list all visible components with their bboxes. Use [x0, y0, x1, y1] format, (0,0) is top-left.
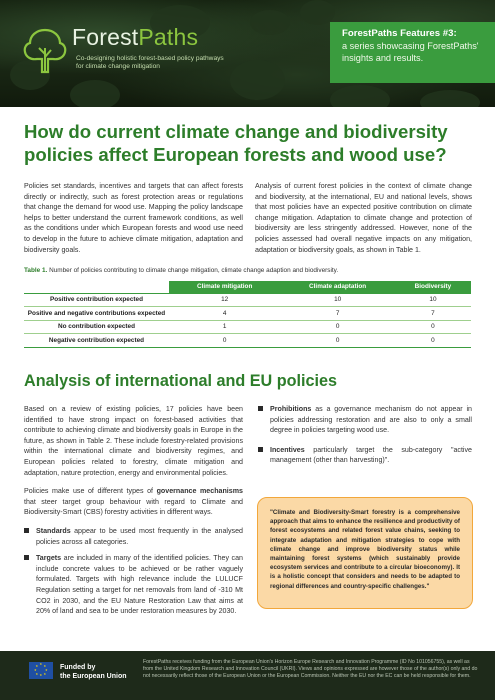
tree-logo-icon: [20, 24, 70, 76]
table-row: [24, 307, 471, 321]
intro-left-paragraph: Policies set standards, incentives and targets that can affect forests directly or indirectly, such as forest protection areas or regulations that change the demand for wood use. Mapping the policy landscape helps to better understand the current framework conditions, as well as the conditions under which European forests and wood use need to develop in the future to achieve climate mitigation, adaptation and biodiversity goals.: [24, 182, 243, 254]
table-cell: 1: [169, 320, 280, 334]
funding-disclaimer: ForestPaths receives funding from the European Union's Horizon Europe Research and Innovation Programme (ID No 101056755), as well as from the United Kingdom Research and Innovation Council (UKRI). Views and opinions expressed are however those of the author(s) only and do not necessarily reflect those of the European Union or the European Commission. Neither the EU nor the EC can be held responsible for them.: [143, 659, 478, 679]
table-row: [24, 293, 471, 307]
table-cell: 0: [280, 334, 395, 348]
section-paragraph-2: Policies make use of different types of governance mechanisms that steer target group behaviour with regard to Climate and Biodiversity-Smart (CBS) forestry activities in different ways.: [24, 487, 243, 517]
feature-subtitle: a series showcasing ForestPaths' insights and results.: [342, 41, 479, 63]
bullet-square-icon: [258, 447, 263, 452]
page-footer: [0, 651, 495, 700]
table-cell: 10: [280, 293, 395, 307]
table-header-mitigation: Climate mitigation: [169, 281, 280, 293]
table-cell: 10: [395, 293, 471, 307]
logo-wordmark: ForestPaths: [72, 24, 199, 50]
bullet-prohibitions: Prohibitions as a governance mechanism do not appear in policies addressing restoration and are also to only a small degree in policies targeting wood use.: [258, 404, 472, 436]
section-title: Analysis of international and EU policies: [24, 372, 338, 390]
policy-contribution-table: [24, 281, 471, 348]
bullet-square-icon: [24, 528, 29, 533]
bullet-square-icon: [258, 406, 263, 411]
table-cell: 0: [395, 320, 471, 334]
table-cell: 7: [280, 307, 395, 321]
table-caption-label: Table 1.: [24, 267, 48, 274]
row-label: Positive and negative contributions expected: [24, 307, 169, 321]
table-header-biodiversity: Biodiversity: [395, 281, 471, 293]
row-label: No contribution expected: [24, 320, 169, 334]
feature-series-box: [330, 22, 495, 83]
eu-flag-icon: ★ ★ ★ ★ ★ ★ ★ ★: [29, 662, 53, 679]
table-caption: [24, 267, 338, 274]
table-header-empty: [24, 281, 169, 293]
funded-by-eu-label: Funded by the European Union: [60, 664, 127, 680]
table-caption-text: Number of policies contributing to climate change mitigation, climate change adaption and biodiversity.: [47, 267, 339, 274]
page-title: How do current climate change and biodiversity policies affect European forests and wood use?: [24, 121, 448, 165]
table-header-adaptation: Climate adaptation: [280, 281, 395, 293]
section-right-column: [258, 404, 472, 472]
bullet-square-icon: [24, 555, 29, 560]
logo-tagline: Co-designing holistic forest-based policy pathways for climate change mitigation: [76, 55, 224, 70]
table-cell: 4: [169, 307, 280, 321]
row-label: Negative contribution expected: [24, 334, 169, 348]
table-row: [24, 334, 471, 348]
section-paragraph-1: Based on a review of existing policies, 17 policies have been identified to have strong impact on forest-based activities that contribute to achieving climate and biodiversity goals in Europe in the future, as shown in Table 2. These include forestry-related provisions within the international climate and biodiversity regimes, and European policies related to forestry, climate mitigation and adaptation, nature protection, energy and environmental policies.: [24, 405, 243, 477]
table-cell: 0: [395, 334, 471, 348]
feature-title: ForestPaths Features #3:: [342, 28, 457, 39]
page-header: [0, 0, 495, 107]
table-cell: 7: [395, 307, 471, 321]
table-header-row: [24, 281, 471, 293]
row-label: Positive contribution expected: [24, 293, 169, 307]
governance-mechanisms-term: governance mechanisms: [156, 487, 243, 496]
cbs-definition-quote: "Climate and Biodiversity-Smart forestry is a comprehensive approach that aims to enhance the resilience and productivity of forest ecosystems and related forest value chains, seeking to integrate adaptation and mitigation strategies to cope with climate change and improve biodiversity status while maintaining forest systems (which sustainably provide ecosystem services and contribute to a circular bioeconomy). It is a holistic concept that considers and needs to be adapted to regional differences and country-specific challenges.": [257, 497, 473, 609]
table-cell: 0: [280, 320, 395, 334]
table-cell: 0: [169, 334, 280, 348]
bullet-targets: Targets are included in many of the identified policies. They can include concrete values to be achieved or be rather vaguely formulated. Targets with high relevance include the LULUCF Regulation setting a target for net removals from land of -310 Mt CO2 in 2030, and the EU Nature Restoration Law that aims at 20% of land and sea to be under restoration measures by 2030.: [24, 553, 243, 617]
intro-right-paragraph: Analysis of current forest policies in the context of climate change and biodiversity, at the international, EU and national levels, shows that most policies have an expected positive contribution on climate change mitigation. Adaptation to climate change and protection of biodiversity are less stringently addressed. However, none of the policies assessed had overall negative impacts on any mitigation, adaptation or biodiversity goals, as shown in Table 1.: [255, 182, 472, 254]
table-row: [24, 320, 471, 334]
forestpaths-logo: [20, 20, 320, 80]
bullet-incentives: Incentives particularly target the sub-category "active management (other than harvesting)".: [258, 445, 472, 466]
table-cell: 12: [169, 293, 280, 307]
bullet-standards: Standards appear to be used most frequently in the analysed policies across all categories.: [24, 526, 243, 547]
section-left-column: [24, 404, 243, 623]
